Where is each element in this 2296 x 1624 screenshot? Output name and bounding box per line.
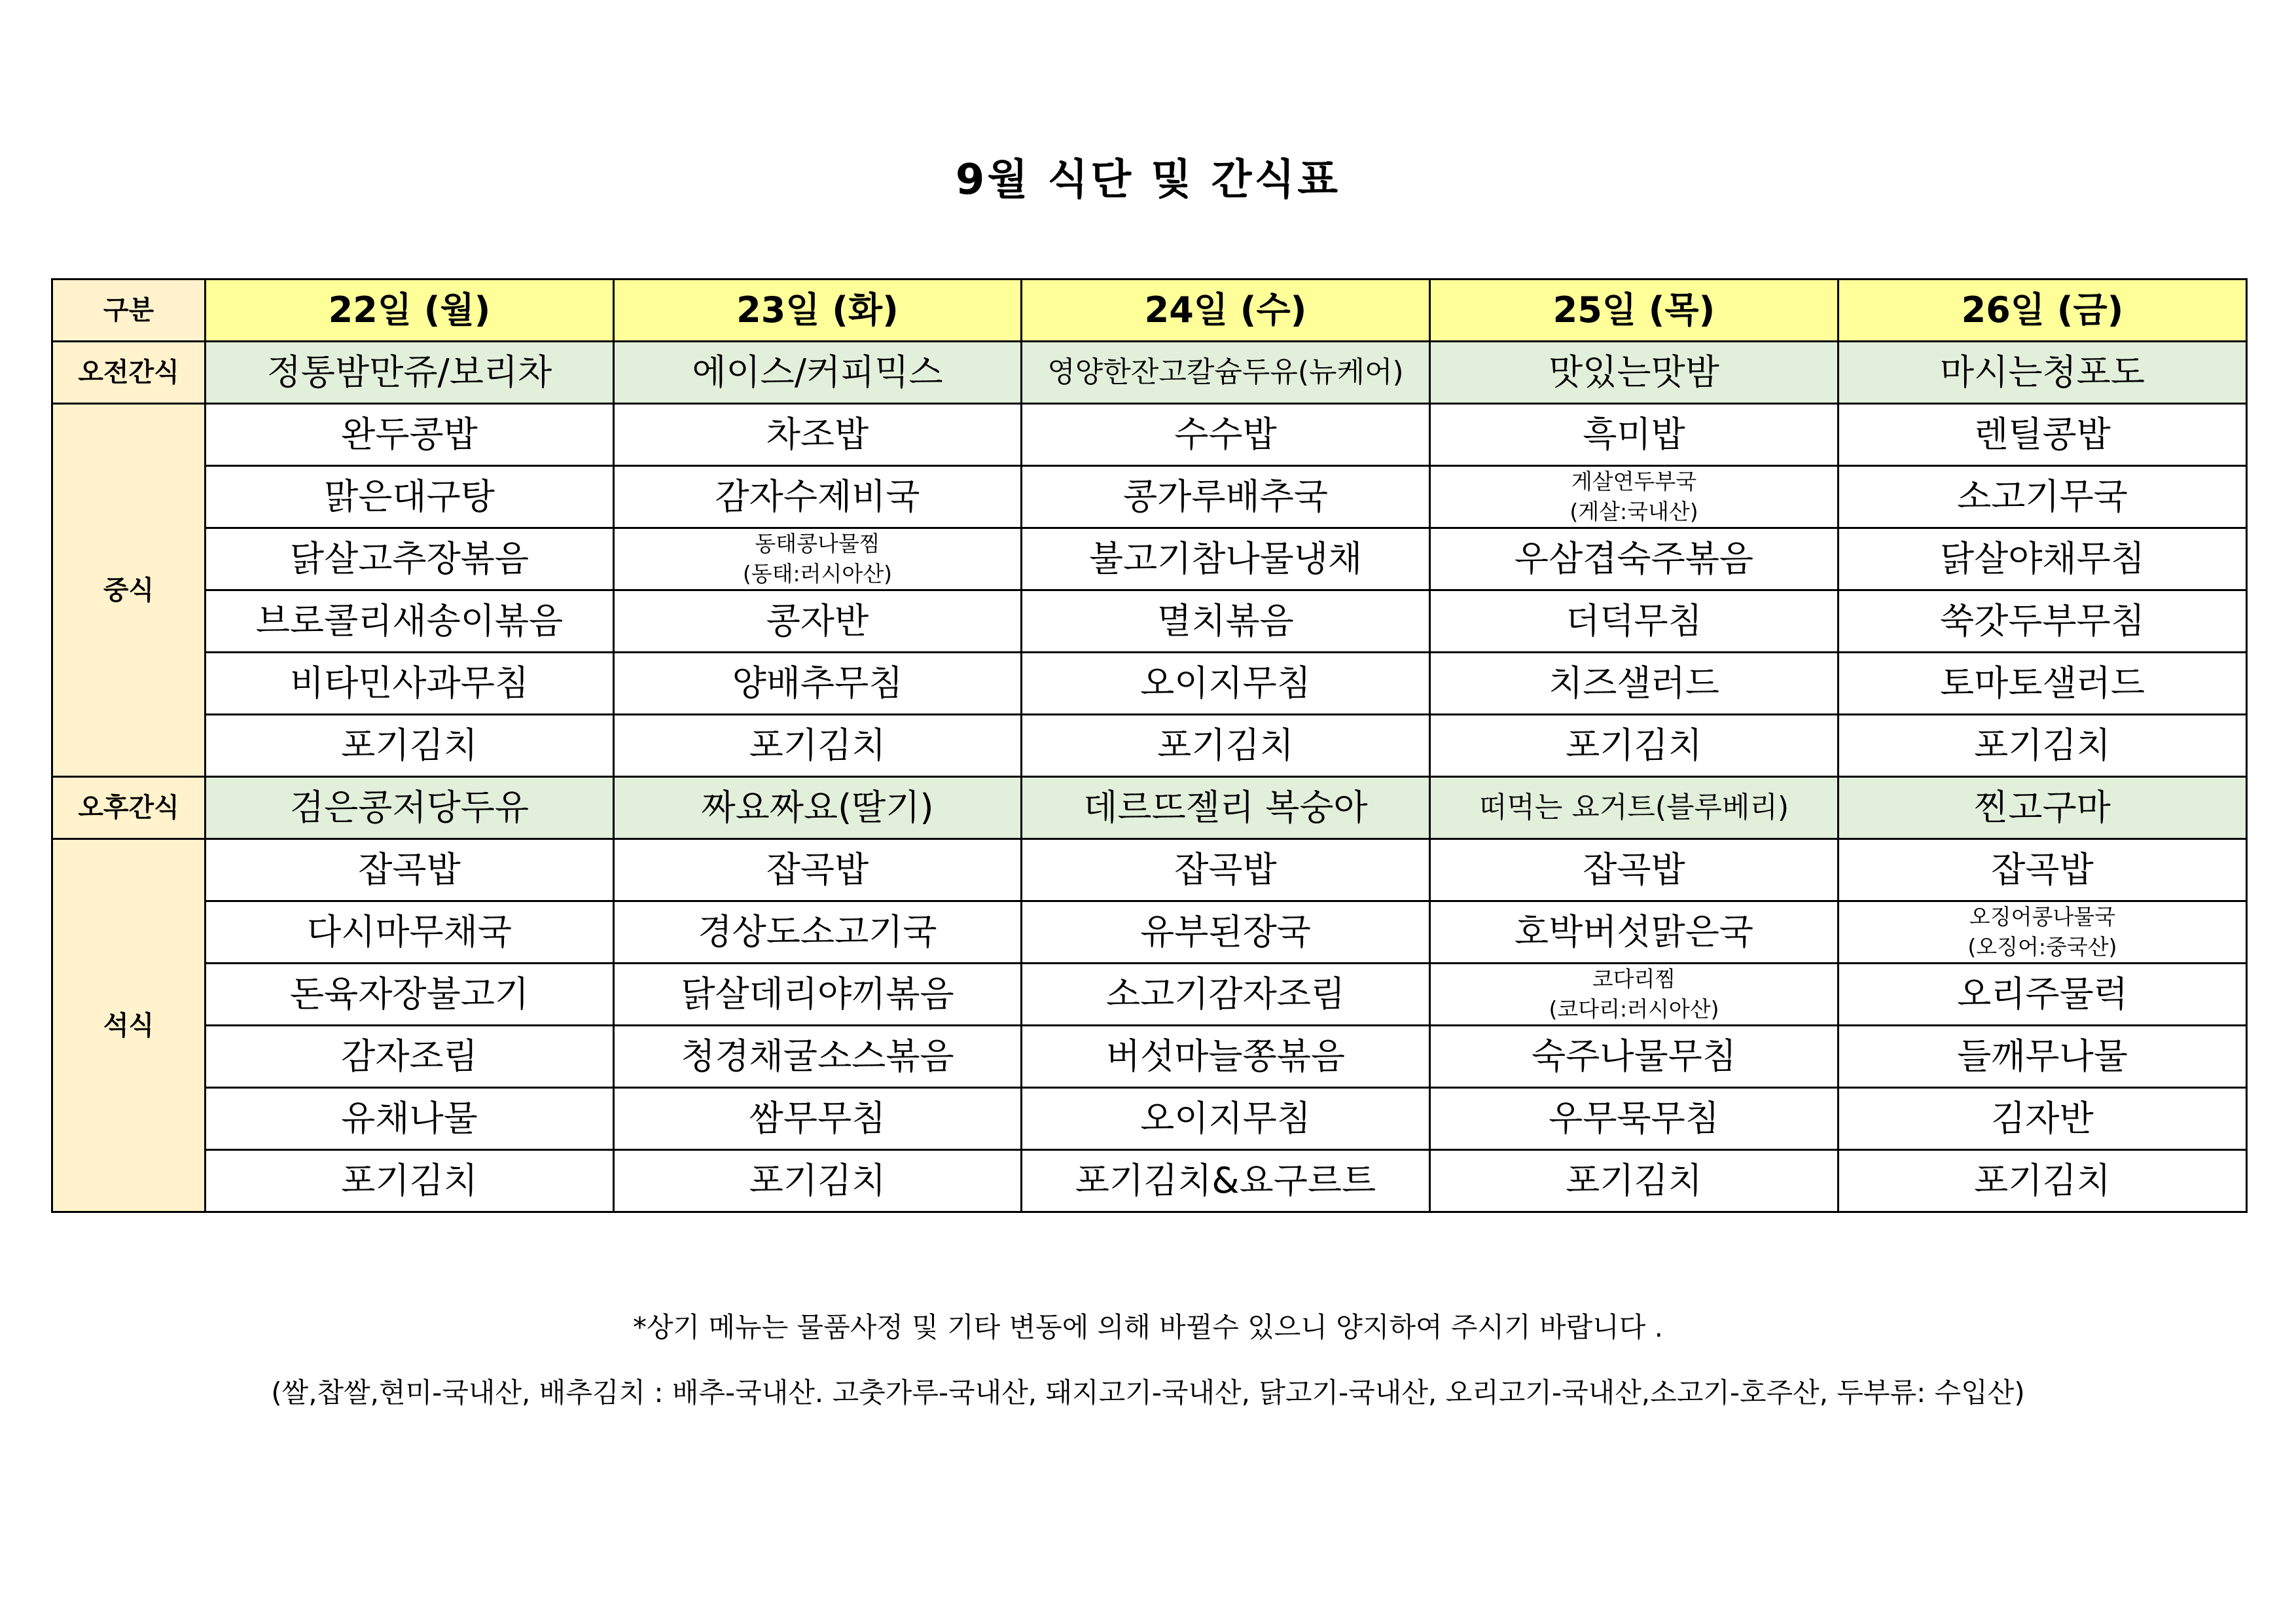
menu-cell: 맛있는맛밤: [1430, 342, 1839, 404]
origin-text: (쌀,찹쌀,현미-국내산, 배추김치 : 배추-국내산. 고춧가루-국내산, 돼지고기-국내산, 닭고기-국내산, 오리고기-국내산,소고기-호주산, 두부류: 수입산): [271, 1377, 2025, 1409]
menu-cell: 검은콩저당두유: [206, 777, 614, 839]
row-label: 중식: [52, 404, 206, 777]
day-header: 24일 (수): [1022, 280, 1430, 342]
day-header: 22일 (월): [206, 280, 614, 342]
menu-cell: 우무묵무침: [1430, 1088, 1839, 1150]
row-label: 석식: [52, 839, 206, 1212]
menu-cell: 쌈무무침: [614, 1088, 1022, 1150]
dinner-row: [52, 901, 2247, 964]
lunch-row: [52, 404, 2247, 466]
menu-cell: 쑥갓두부무침: [1839, 590, 2247, 653]
menu-cell: 차조밥: [614, 404, 1022, 466]
menu-item-name: 게살연두부국: [1571, 469, 1697, 494]
menu-cell: 오이지무침: [1022, 1088, 1430, 1150]
lunch-row: [52, 528, 2247, 590]
menu-cell: 오이지무침: [1022, 653, 1430, 715]
menu-cell: 잡곡밥: [1022, 839, 1430, 901]
lunch-row: [52, 715, 2247, 777]
menu-cell: 치즈샐러드: [1430, 653, 1839, 715]
menu-item-name: 오징어콩나물국: [1969, 904, 2116, 929]
afternoon-snack-row: [52, 777, 2247, 839]
menu-cell: 수수밥: [1022, 404, 1430, 466]
menu-item-origin: (게살:국내산): [1570, 499, 1698, 524]
menu-item-origin: (코다리:러시아산): [1549, 996, 1719, 1022]
day-header: 23일 (화): [614, 280, 1022, 342]
menu-cell: 감자수제비국: [614, 466, 1022, 528]
menu-cell: 포기김치: [1430, 715, 1839, 777]
menu-cell: 포기김치: [1022, 715, 1430, 777]
lunch-row: [52, 466, 2247, 528]
menu-cell: 양배추무침: [614, 653, 1022, 715]
menu-cell: 떠먹는 요거트(블루베리): [1430, 777, 1839, 839]
menu-cell: 잡곡밥: [614, 839, 1022, 901]
menu-cell: 더덕무침: [1430, 590, 1839, 653]
menu-cell: 흑미밥: [1430, 404, 1839, 466]
menu-cell: 콩가루배추국: [1022, 466, 1430, 528]
dinner-row: [52, 839, 2247, 901]
day-header: 26일 (금): [1839, 280, 2247, 342]
menu-cell: 멸치볶음: [1022, 590, 1430, 653]
menu-cell: 잡곡밥: [1839, 839, 2247, 901]
menu-cell: 경상도소고기국: [614, 901, 1022, 964]
menu-table: [51, 278, 2248, 1213]
menu-cell: 우삼겹숙주볶음: [1430, 528, 1839, 590]
menu-cell: 돈육자장불고기: [206, 964, 614, 1026]
menu-cell: 들깨무나물: [1839, 1026, 2247, 1088]
notice-text: *상기 메뉴는 물품사정 및 기타 변동에 의해 바뀔수 있으니 양지하여 주시기 바랍니다 .: [632, 1311, 1663, 1343]
menu-cell: 브로콜리새송이볶음: [206, 590, 614, 653]
menu-cell: 데르뜨젤리 복숭아: [1022, 777, 1430, 839]
menu-cell: 청경채굴소스볶음: [614, 1026, 1022, 1088]
menu-cell: 김자반: [1839, 1088, 2247, 1150]
dinner-row: [52, 1088, 2247, 1150]
menu-cell: 포기김치: [614, 1150, 1022, 1212]
menu-cell: 영양한잔고칼슘두유(뉴케어): [1022, 342, 1430, 404]
menu-cell: [1430, 964, 1839, 1026]
menu-cell: [614, 528, 1022, 590]
menu-cell: 닭살데리야끼볶음: [614, 964, 1022, 1026]
menu-cell: 마시는청포도: [1839, 342, 2247, 404]
menu-cell: 토마토샐러드: [1839, 653, 2247, 715]
menu-cell: 포기김치: [206, 715, 614, 777]
menu-cell: 다시마무채국: [206, 901, 614, 964]
menu-cell: 버섯마늘쫑볶음: [1022, 1026, 1430, 1088]
menu-cell: 닭살고추장볶음: [206, 528, 614, 590]
menu-cell: 오리주물럭: [1839, 964, 2247, 1026]
menu-cell: 소고기감자조림: [1022, 964, 1430, 1026]
menu-cell: 비타민사과무침: [206, 653, 614, 715]
menu-cell: [1430, 466, 1839, 528]
menu-cell: 감자조림: [206, 1026, 614, 1088]
menu-cell: 정통밤만쥬/보리차: [206, 342, 614, 404]
menu-cell: 짜요짜요(딸기): [614, 777, 1022, 839]
menu-cell: 포기김치&요구르트: [1022, 1150, 1430, 1212]
menu-cell: 완두콩밥: [206, 404, 614, 466]
menu-item-origin: (동태:러시아산): [742, 561, 893, 586]
day-header: 25일 (목): [1430, 280, 1839, 342]
menu-cell: 포기김치: [1430, 1150, 1839, 1212]
menu-cell: [1839, 901, 2247, 964]
row-label: 오전간식: [52, 342, 206, 404]
menu-item-name: 동태콩나물찜: [755, 531, 880, 556]
menu-cell: 불고기참나물냉채: [1022, 528, 1430, 590]
dinner-row: [52, 1026, 2247, 1088]
menu-cell: 소고기무국: [1839, 466, 2247, 528]
menu-cell: 포기김치: [1839, 1150, 2247, 1212]
menu-cell: 잡곡밥: [206, 839, 614, 901]
lunch-row: [52, 653, 2247, 715]
row-label: 오후간식: [52, 777, 206, 839]
menu-cell: 유부된장국: [1022, 901, 1430, 964]
menu-cell: 포기김치: [206, 1150, 614, 1212]
menu-item-name: 코다리찜: [1592, 966, 1676, 992]
menu-cell: 잡곡밥: [1430, 839, 1839, 901]
header-row: [52, 280, 2247, 342]
page-title: 9월 식단 및 간식표: [955, 156, 1341, 204]
menu-cell: 에이스/커피믹스: [614, 342, 1022, 404]
menu-cell: 포기김치: [1839, 715, 2247, 777]
dinner-row: [52, 1150, 2247, 1212]
menu-cell: 포기김치: [614, 715, 1022, 777]
menu-cell: 찐고구마: [1839, 777, 2247, 839]
menu-cell: 닭살야채무침: [1839, 528, 2247, 590]
morning-snack-row: [52, 342, 2247, 404]
menu-cell: 렌틸콩밥: [1839, 404, 2247, 466]
menu-cell: 유채나물: [206, 1088, 614, 1150]
menu-cell: 숙주나물무침: [1430, 1026, 1839, 1088]
corner-label: 구분: [52, 280, 206, 342]
menu-cell: 호박버섯맑은국: [1430, 901, 1839, 964]
dinner-row: [52, 964, 2247, 1026]
menu-item-origin: (오징어:중국산): [1967, 934, 2117, 960]
menu-cell: 맑은대구탕: [206, 466, 614, 528]
lunch-row: [52, 590, 2247, 653]
menu-cell: 콩자반: [614, 590, 1022, 653]
